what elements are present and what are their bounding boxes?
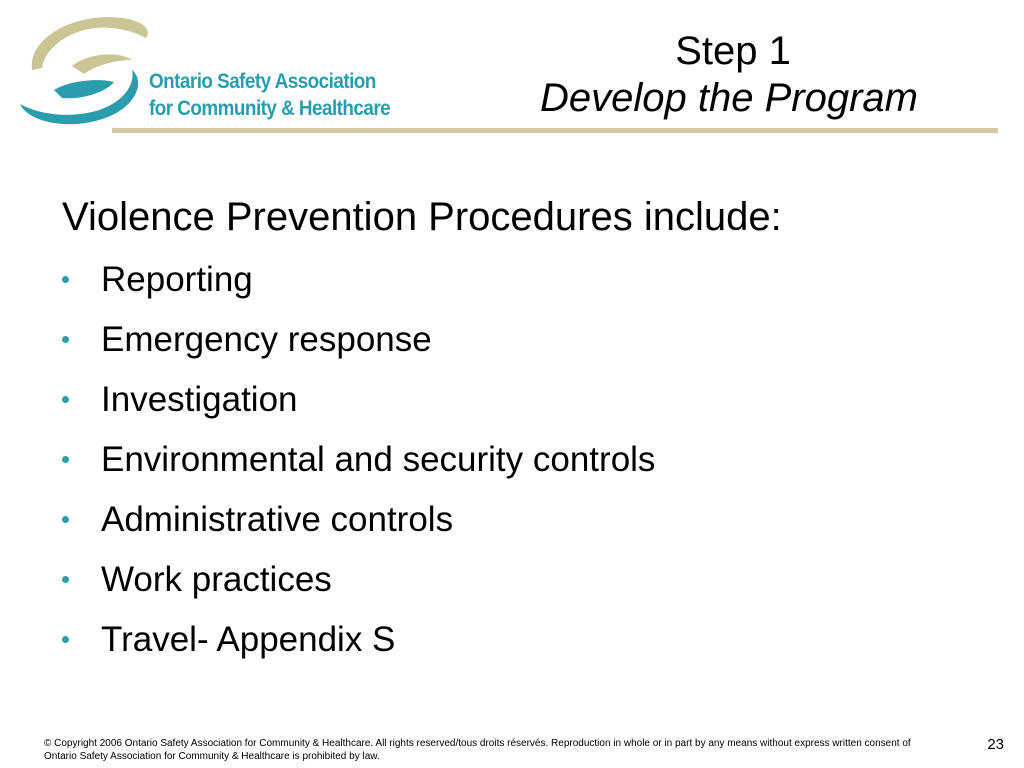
organization-logo <box>14 8 404 133</box>
title-subtitle: Develop the Program <box>540 76 918 120</box>
title-step: Step 1 <box>675 29 791 73</box>
list-item <box>62 430 962 490</box>
bullet-list <box>62 250 962 670</box>
bullet-icon <box>62 516 69 523</box>
list-item-text: Travel- Appendix S <box>101 620 396 659</box>
list-item-text: Environmental and security controls <box>101 440 656 479</box>
bullet-icon <box>62 636 69 643</box>
list-item-text: Work practices <box>101 560 332 599</box>
title-divider <box>112 128 998 133</box>
bullet-icon <box>62 336 69 343</box>
bullet-icon <box>62 276 69 283</box>
bullet-icon <box>62 396 69 403</box>
list-item-text: Administrative controls <box>101 500 454 539</box>
bullet-icon <box>62 456 69 463</box>
list-item <box>62 250 962 310</box>
list-item <box>62 610 962 670</box>
list-item-text: Emergency response <box>101 320 432 359</box>
list-item <box>62 370 962 430</box>
bullet-icon <box>62 576 69 583</box>
list-item <box>62 490 962 550</box>
swirl-logo-icon <box>14 8 154 133</box>
copyright-footer: © Copyright 2006 Ontario Safety Association for Community & Healthcare. All rights reserved/tous droits réservés. Reproduction in whole or in part by any means without express written consent of Ontario Safety Association for Community & Healthcare is prohibited by law. <box>44 738 911 762</box>
logo-line-2: for Community & Healthcare <box>149 97 391 120</box>
slide-title <box>540 28 918 122</box>
body-heading: Violence Prevention Procedures include: <box>62 195 782 239</box>
logo-line-1: Ontario Safety Association <box>149 70 376 93</box>
list-item-text: Reporting <box>101 260 253 299</box>
page-number: 23 <box>987 736 1004 753</box>
list-item-text: Investigation <box>101 380 298 419</box>
logo-wordmark <box>149 68 391 122</box>
list-item <box>62 310 962 370</box>
list-item <box>62 550 962 610</box>
slide-body <box>62 192 962 670</box>
